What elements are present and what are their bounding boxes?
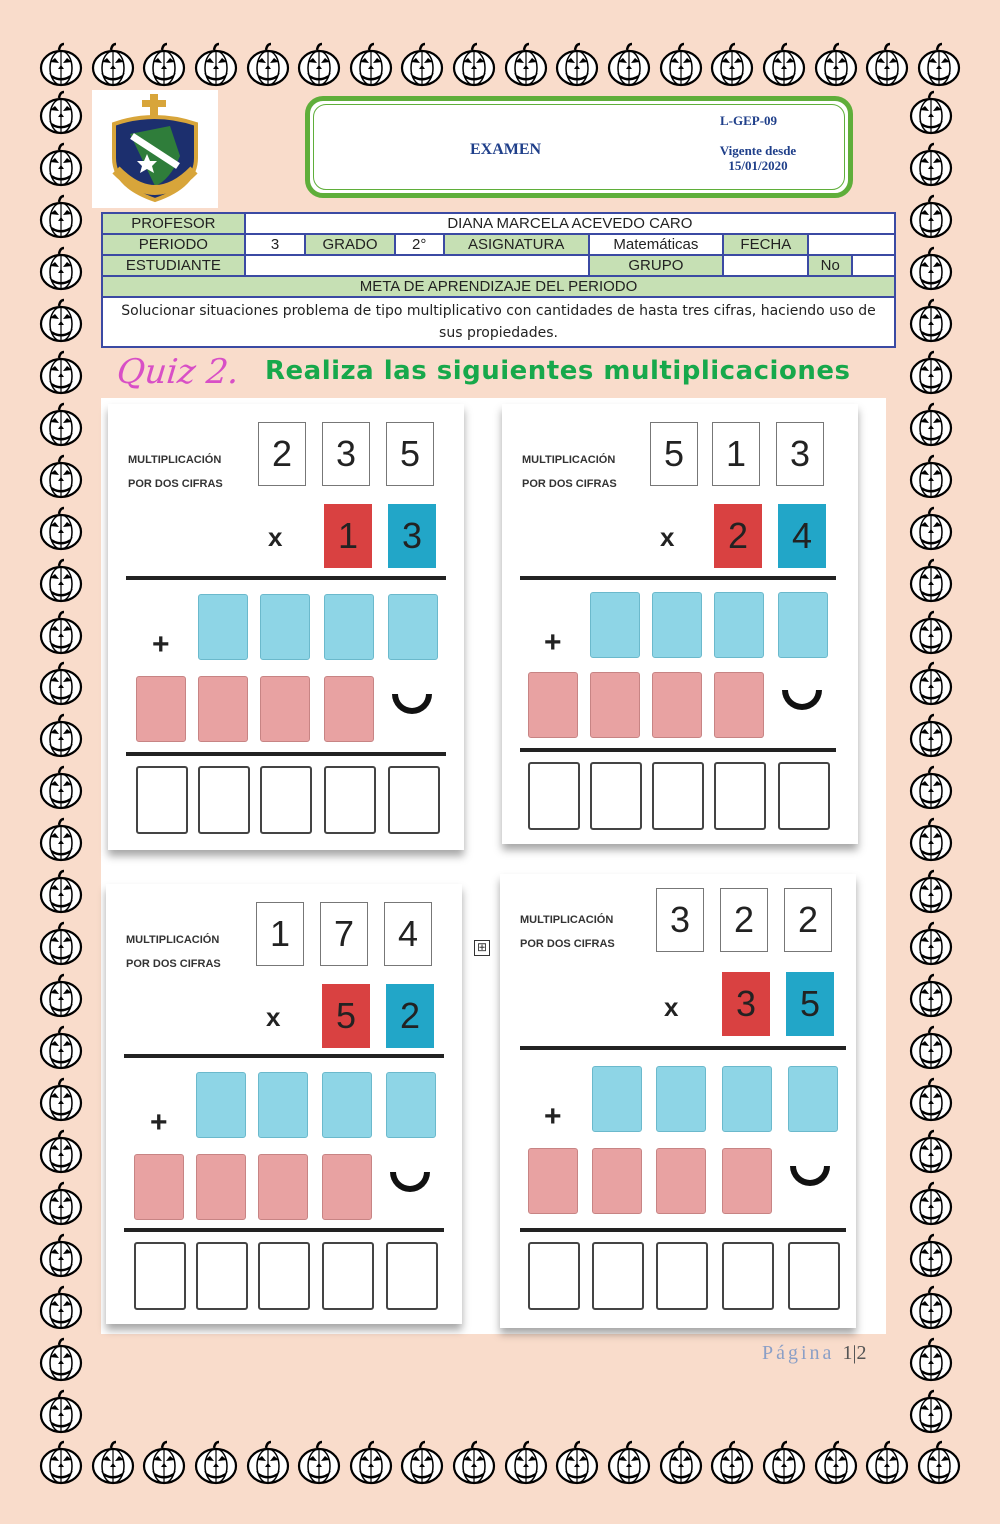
pumpkin-icon [658, 1440, 704, 1486]
answer-box[interactable] [386, 1242, 438, 1310]
multiplicand-digit: 3 [776, 422, 824, 486]
pumpkin-icon [908, 506, 954, 552]
pumpkin-icon [606, 42, 652, 88]
estudiante-label: ESTUDIANTE [102, 255, 245, 276]
asignatura-value: Matemáticas [589, 234, 724, 255]
periodo-value: 3 [245, 234, 306, 255]
pumpkin-icon [193, 1440, 239, 1486]
multiplicand-digit: 1 [256, 902, 304, 966]
pumpkin-icon [38, 817, 84, 863]
exercise-card-1 [108, 404, 464, 850]
pumpkin-icon [908, 246, 954, 292]
answer-box[interactable] [778, 762, 830, 830]
pumpkin-icon [908, 713, 954, 759]
partial-product-box[interactable] [656, 1066, 706, 1132]
pumpkin-icon [38, 90, 84, 136]
pumpkin-icon [908, 765, 954, 811]
pumpkin-icon [38, 506, 84, 552]
multiplicand-digit: 5 [650, 422, 698, 486]
answer-box[interactable] [136, 766, 188, 834]
quiz-label: Quiz 2. [114, 352, 241, 392]
pumpkin-icon [908, 1285, 954, 1331]
grupo-value[interactable] [723, 255, 808, 276]
partial-product-box[interactable] [652, 592, 702, 658]
partial-product-box[interactable] [714, 672, 764, 738]
partial-product-box[interactable] [528, 1148, 578, 1214]
pumpkin-icon [908, 1181, 954, 1227]
profesor-value: DIANA MARCELA ACEVEDO CARO [245, 213, 895, 234]
valid-since-label: Vigente desde [719, 143, 797, 158]
rule-line [520, 748, 836, 752]
pumpkin-icon [38, 142, 84, 188]
pumpkin-icon [38, 350, 84, 396]
partial-product-box[interactable] [652, 672, 702, 738]
pumpkin-icon [38, 402, 84, 448]
partial-product-box[interactable] [322, 1072, 372, 1138]
pumpkin-icon [908, 1337, 954, 1383]
pumpkin-icon [141, 1440, 187, 1486]
pumpkin-icon [864, 1440, 910, 1486]
rule-line [126, 576, 446, 580]
answer-box[interactable] [528, 1242, 580, 1310]
partial-product-box[interactable] [324, 676, 374, 742]
partial-product-box[interactable] [722, 1148, 772, 1214]
pumpkin-icon [916, 42, 962, 88]
meta-label: META DE APRENDIZAJE DEL PERIODO [102, 276, 895, 297]
pumpkin-icon [38, 1337, 84, 1383]
pumpkin-icon [916, 1440, 962, 1486]
rule-line [124, 1054, 444, 1058]
plus-sign: + [152, 628, 170, 661]
pumpkin-icon [38, 246, 84, 292]
info-table [101, 212, 896, 348]
pumpkin-icon [908, 142, 954, 188]
answer-box[interactable] [592, 1242, 644, 1310]
exercise-card-3 [106, 884, 462, 1324]
answer-box[interactable] [788, 1242, 840, 1310]
border-right [908, 90, 960, 1435]
partial-product-box[interactable] [260, 594, 310, 660]
answer-box[interactable] [260, 766, 312, 834]
plus-sign: + [544, 1100, 562, 1133]
rule-line [520, 1046, 846, 1050]
pumpkin-icon [348, 42, 394, 88]
pumpkin-icon [38, 1181, 84, 1227]
pumpkin-icon [908, 1129, 954, 1175]
exam-title: EXAMEN [470, 141, 542, 158]
multiplicand-digit: 7 [320, 902, 368, 966]
page-number [762, 1342, 866, 1365]
pumpkin-icon [38, 194, 84, 240]
pumpkin-icon [864, 42, 910, 88]
pumpkin-icon [554, 42, 600, 88]
no-value[interactable] [852, 255, 895, 276]
answer-box[interactable] [528, 762, 580, 830]
partial-product-box[interactable] [590, 592, 640, 658]
pumpkin-icon [296, 1440, 342, 1486]
partial-product-box[interactable] [386, 1072, 436, 1138]
multiplicand-digit: 5 [386, 422, 434, 486]
answer-box[interactable] [722, 1242, 774, 1310]
answer-box[interactable] [258, 1242, 310, 1310]
pumpkin-icon [908, 402, 954, 448]
rule-line [124, 1228, 444, 1232]
partial-product-box[interactable] [196, 1072, 246, 1138]
pumpkin-icon [38, 1389, 84, 1435]
pumpkin-icon [38, 1077, 84, 1123]
pumpkin-icon [554, 1440, 600, 1486]
expand-icon[interactable]: ⊞ [474, 940, 490, 956]
placeholder-zero-icon [392, 694, 432, 714]
answer-box[interactable] [324, 766, 376, 834]
times-sign: x [268, 522, 283, 552]
partial-product-box[interactable] [388, 594, 438, 660]
answer-box[interactable] [652, 762, 704, 830]
partial-product-box[interactable] [778, 592, 828, 658]
card-title: MULTIPLICACIÓN POR DOS CIFRAS [520, 914, 615, 950]
grado-label: GRADO [305, 234, 394, 255]
pumpkin-icon [38, 1129, 84, 1175]
pumpkin-icon [38, 1025, 84, 1071]
pumpkin-icon [90, 42, 136, 88]
multiplier-tens: 2 [714, 504, 762, 568]
partial-product-box[interactable] [198, 676, 248, 742]
pumpkin-icon [38, 661, 84, 707]
pumpkin-icon [908, 1077, 954, 1123]
pumpkin-icon [245, 1440, 291, 1486]
school-crest-icon [92, 90, 218, 208]
pumpkin-icon [908, 454, 954, 500]
pumpkin-icon [606, 1440, 652, 1486]
pumpkin-icon [908, 661, 954, 707]
times-sign: x [664, 992, 679, 1022]
fecha-label: FECHA [723, 234, 808, 255]
placeholder-zero-icon [782, 690, 822, 710]
partial-product-box[interactable] [788, 1066, 838, 1132]
rule-line [520, 576, 836, 580]
document-code: L-GEP-09 [720, 113, 778, 128]
pumpkin-icon [908, 817, 954, 863]
partial-product-box[interactable] [196, 1154, 246, 1220]
answer-box[interactable] [196, 1242, 248, 1310]
meta-text: Solucionar situaciones problema de tipo multiplicativo con cantidades de hasta tres cifras, haciendo uso de sus propiedades. [102, 297, 895, 347]
partial-product-box[interactable] [656, 1148, 706, 1214]
valid-since-date: 15/01/2020 [728, 158, 788, 173]
multiplier-units: 2 [386, 984, 434, 1048]
pumpkin-icon [451, 42, 497, 88]
pumpkin-icon [451, 1440, 497, 1486]
pumpkin-icon [38, 454, 84, 500]
pumpkin-icon [761, 1440, 807, 1486]
times-sign: x [660, 522, 675, 552]
pumpkin-icon [38, 610, 84, 656]
pumpkin-icon [813, 42, 859, 88]
pumpkin-icon [38, 765, 84, 811]
pumpkin-icon [761, 42, 807, 88]
pumpkin-icon [38, 1285, 84, 1331]
multiplicand-digit: 2 [258, 422, 306, 486]
pumpkin-icon [908, 973, 954, 1019]
pumpkin-icon [296, 42, 342, 88]
document-header [305, 96, 853, 198]
answer-box[interactable] [198, 766, 250, 834]
border-top [38, 42, 962, 88]
multiplicand-digit: 3 [656, 888, 704, 952]
multiplicand-digit: 2 [720, 888, 768, 952]
plus-sign: + [150, 1106, 168, 1139]
asignatura-label: ASIGNATURA [444, 234, 589, 255]
placeholder-zero-icon [390, 1172, 430, 1192]
grupo-label: GRUPO [589, 255, 724, 276]
valid-since [708, 143, 808, 173]
plus-sign: + [544, 626, 562, 659]
partial-product-box[interactable] [198, 594, 248, 660]
pumpkin-icon [90, 1440, 136, 1486]
partial-product-box[interactable] [136, 676, 186, 742]
pumpkin-icon [709, 1440, 755, 1486]
answer-box[interactable] [388, 766, 440, 834]
pumpkin-icon [399, 42, 445, 88]
page-word: Página [762, 1342, 835, 1364]
partial-product-box[interactable] [322, 1154, 372, 1220]
pumpkin-icon [38, 42, 84, 88]
multiplier-units: 4 [778, 504, 826, 568]
partial-product-box[interactable] [134, 1154, 184, 1220]
instruction-heading: Realiza las siguientes multiplicaciones [265, 356, 851, 386]
answer-box[interactable] [134, 1242, 186, 1310]
multiplicand-digit: 1 [712, 422, 760, 486]
pumpkin-icon [908, 1389, 954, 1435]
pumpkin-icon [193, 42, 239, 88]
periodo-label: PERIODO [102, 234, 245, 255]
partial-product-box[interactable] [722, 1066, 772, 1132]
pumpkin-icon [38, 558, 84, 604]
page-total: 2 [856, 1342, 867, 1364]
answer-box[interactable] [714, 762, 766, 830]
no-label: No [808, 255, 852, 276]
partial-product-box[interactable] [258, 1154, 308, 1220]
multiplier-tens: 1 [324, 504, 372, 568]
pumpkin-icon [908, 350, 954, 396]
partial-product-box[interactable] [714, 592, 764, 658]
partial-product-box[interactable] [258, 1072, 308, 1138]
partial-product-box[interactable] [528, 672, 578, 738]
partial-product-box[interactable] [592, 1148, 642, 1214]
partial-product-box[interactable] [324, 594, 374, 660]
pumpkin-icon [245, 42, 291, 88]
partial-product-box[interactable] [590, 672, 640, 738]
exercise-card-2 [502, 404, 858, 844]
pumpkin-icon [908, 90, 954, 136]
placeholder-zero-icon [790, 1166, 830, 1186]
multiplicand-digit: 4 [384, 902, 432, 966]
pumpkin-icon [38, 1233, 84, 1279]
rule-line [126, 752, 446, 756]
school-logo [92, 90, 218, 208]
partial-product-box[interactable] [260, 676, 310, 742]
card-title: MULTIPLICACIÓN POR DOS CIFRAS [126, 934, 221, 970]
pumpkin-icon [908, 921, 954, 967]
pumpkin-icon [813, 1440, 859, 1486]
card-title: MULTIPLICACIÓN POR DOS CIFRAS [522, 454, 617, 490]
pumpkin-icon [908, 610, 954, 656]
estudiante-value[interactable] [245, 255, 589, 276]
pumpkin-icon [908, 298, 954, 344]
pumpkin-icon [38, 298, 84, 344]
pumpkin-icon [141, 42, 187, 88]
rule-line [520, 1228, 846, 1232]
pumpkin-icon [38, 869, 84, 915]
pumpkin-icon [399, 1440, 445, 1486]
pumpkin-icon [38, 1440, 84, 1486]
grado-value: 2° [395, 234, 444, 255]
multiplier-tens: 5 [322, 984, 370, 1048]
fecha-value[interactable] [808, 234, 895, 255]
answer-box[interactable] [322, 1242, 374, 1310]
pumpkin-icon [908, 1233, 954, 1279]
multiplier-units: 5 [786, 972, 834, 1036]
pumpkin-icon [908, 869, 954, 915]
multiplicand-digit: 3 [322, 422, 370, 486]
page-current: 1 [842, 1342, 853, 1364]
pumpkin-icon [503, 1440, 549, 1486]
pumpkin-icon [709, 42, 755, 88]
answer-box[interactable] [656, 1242, 708, 1310]
answer-box[interactable] [590, 762, 642, 830]
border-bottom [38, 1440, 962, 1486]
multiplicand-digit: 2 [784, 888, 832, 952]
times-sign: x [266, 1002, 281, 1032]
partial-product-box[interactable] [592, 1066, 642, 1132]
pumpkin-icon [908, 558, 954, 604]
pumpkin-icon [348, 1440, 394, 1486]
profesor-label: PROFESOR [102, 213, 245, 234]
page-separator: | [852, 1342, 857, 1364]
exercise-card-4 [500, 874, 856, 1328]
pumpkin-icon [503, 42, 549, 88]
pumpkin-icon [908, 194, 954, 240]
pumpkin-icon [38, 713, 84, 759]
pumpkin-icon [908, 1025, 954, 1071]
pumpkin-icon [658, 42, 704, 88]
multiplier-tens: 3 [722, 972, 770, 1036]
card-title: MULTIPLICACIÓN POR DOS CIFRAS [128, 454, 223, 490]
pumpkin-icon [38, 973, 84, 1019]
multiplier-units: 3 [388, 504, 436, 568]
border-left [38, 90, 90, 1435]
pumpkin-icon [38, 921, 84, 967]
